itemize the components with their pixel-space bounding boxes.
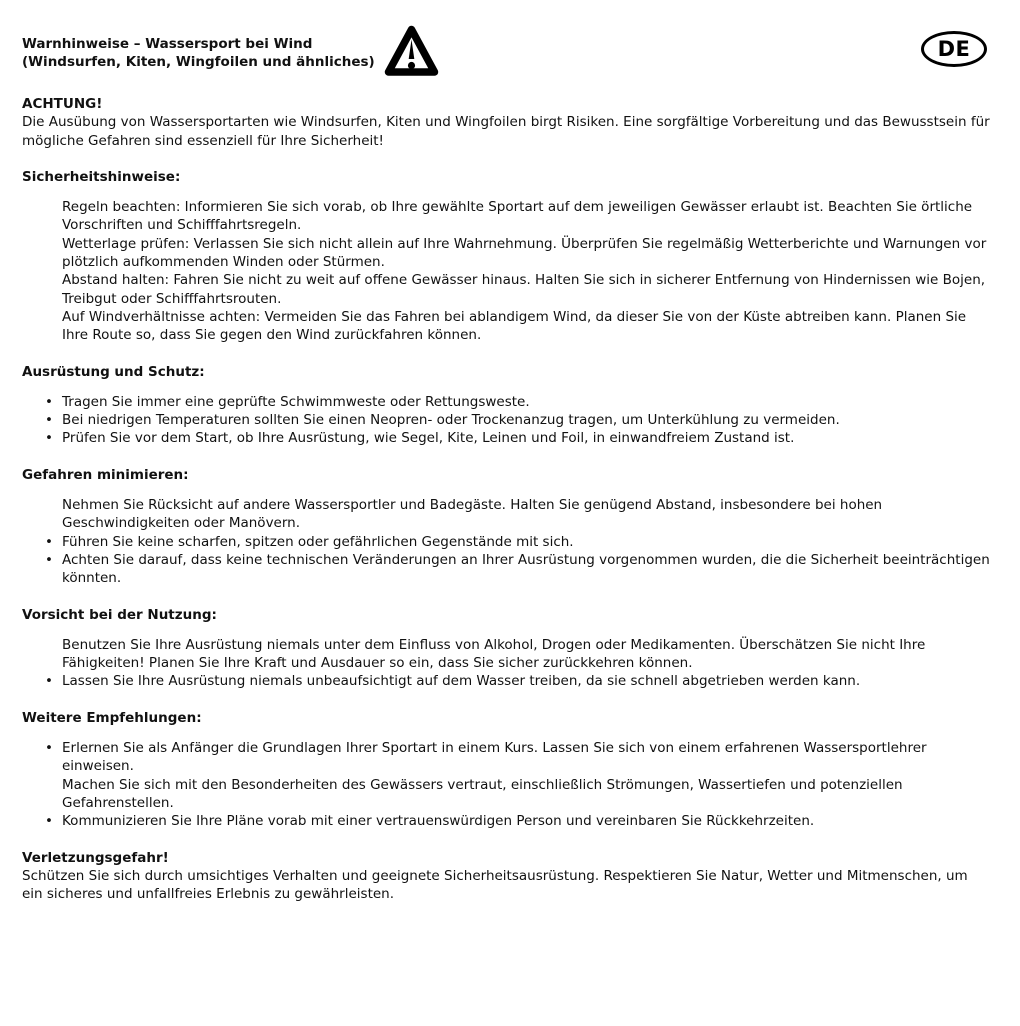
section-heading: Verletzungsgefahr!: [22, 849, 169, 866]
usage-caution-list: [22, 636, 990, 691]
list-item: • Prüfen Sie vor dem Start, ob Ihre Ausrüstung, wie Segel, Kite, Leinen und Foil, in einwandfreiem Zustand ist.: [44, 429, 990, 447]
list-item-text: • Erlernen Sie als Anfänger die Grundlagen Ihrer Sportart in einem Kurs. Lassen Sie sich von einem erfahrenen Wassersportlehrer einweisen.: [62, 740, 927, 775]
list-item: Regeln beachten: Informieren Sie sich vorab, ob Ihre gewählte Sportart auf dem jeweiligen Gewässer erlaubt ist. Beachten Sie örtliche Vorschriften und Schifffahrtsregeln.: [62, 199, 973, 234]
section-vorsicht: [22, 606, 990, 691]
section-gefahren: [22, 466, 990, 588]
section-paragraph: Die Ausübung von Wassersportarten wie Windsurfen, Kiten und Wingfoilen birgt Risiken. Eine sorgfältige Vorbereitung und das Bewusstsein für mögliche Gefahren sind essenziell für Ihre Sicherheit!: [22, 114, 990, 149]
section-empfehlungen: [22, 709, 990, 831]
safety-list: [22, 198, 990, 344]
section-heading: Ausrüstung und Schutz:: [22, 363, 205, 380]
section-verletzungsgefahr: [22, 849, 990, 904]
list-item: Abstand halten: Fahren Sie nicht zu weit auf offene Gewässer hinaus. Halten Sie sich in sicherer Entfernung von Hindernissen wie Bojen, Treibgut oder Schifffahrtsrouten.: [62, 272, 986, 307]
section-paragraph: Schützen Sie sich durch umsichtiges Verhalten und geeignete Sicherheitsausrüstung. Respektieren Sie Natur, Wetter und Mitmenschen, um ein sicheres und unfallfreies Erlebnis zu gewährleisten.: [22, 867, 968, 903]
list-item: • Führen Sie keine scharfen, spitzen oder gefährlichen Gegenstände mit sich.: [44, 533, 990, 551]
warning-triangle-icon: [382, 23, 441, 79]
list-item: • Bei niedrigen Temperaturen sollten Sie einen Neopren- oder Trockenanzug tragen, um Unterkühlung zu vermeiden.: [44, 411, 990, 429]
list-item: Nehmen Sie Rücksicht auf andere Wassersportler und Badegäste. Halten Sie genügend Abstand, insbesondere bei hohen Geschwindigkeiten oder Manövern.: [62, 497, 883, 532]
list-item: • Achten Sie darauf, dass keine technischen Veränderungen an Ihrer Ausrüstung vorgenommen wurden, die die Sicherheit beeinträchtigen könnten.: [44, 551, 990, 588]
list-item: • Kommunizieren Sie Ihre Pläne vorab mit einer vertrauenswürdigen Person und vereinbaren Sie Rückkehrzeiten.: [44, 812, 990, 830]
document-title: [22, 35, 375, 72]
title-line-2: (Windsurfen, Kiten, Wingfoilen und ähnliches): [22, 54, 375, 71]
section-heading: Vorsicht bei der Nutzung:: [22, 606, 217, 623]
section-heading: Sicherheitshinweise:: [22, 168, 181, 185]
section-ausruestung: [22, 363, 990, 448]
section-heading: ACHTUNG!: [22, 96, 103, 112]
section-heading: Weitere Empfehlungen:: [22, 709, 202, 726]
list-item: Wetterlage prüfen: Verlassen Sie sich nicht allein auf Ihre Wahrnehmung. Überprüfen Sie regelmäßig Wetterberichte und Warnungen vor plötzlich aufkommenden Winden oder Stürmen.: [62, 235, 987, 271]
document-header: [22, 22, 990, 79]
language-badge-label: DE: [937, 36, 971, 61]
list-item: • Lassen Sie Ihre Ausrüstung niemals unbeaufsichtigt auf dem Wasser treiben, da sie schnell abgetrieben werden kann.: [44, 672, 990, 690]
section-sicherheitshinweise: [22, 168, 990, 345]
list-item: Auf Windverhältnisse achten: Vermeiden Sie das Fahren bei ablandigem Wind, da dieser Sie von der Küste abtreiben kann. Planen Sie Ihre Route so, dass Sie gegen den Wind zurückfahren können.: [62, 308, 967, 344]
section-achtung: [22, 95, 990, 150]
hazard-list: [22, 496, 990, 587]
list-item-continuation: Machen Sie sich mit den Besonderheiten des Gewässers vertraut, einschließlich Strömungen, Wassertiefen und potenziellen Gefahrenstellen.: [62, 776, 903, 811]
section-heading: Gefahren minimieren:: [22, 466, 189, 483]
list-item: Benutzen Sie Ihre Ausrüstung niemals unter dem Einfluss von Alkohol, Drogen oder Medikamenten. Überschätzen Sie nicht Ihre Fähigkeiten! Planen Sie Ihre Kraft und Ausdauer so ein, dass Sie sicher zurückkehren können.: [62, 636, 926, 672]
equipment-list: [22, 393, 990, 448]
title-line-1: Warnhinweise – Wassersport bei Wind: [22, 36, 313, 52]
recommendation-list: [22, 739, 990, 830]
list-item: [44, 739, 990, 812]
language-badge: [921, 31, 987, 67]
list-item: • Tragen Sie immer eine geprüfte Schwimmweste oder Rettungsweste.: [44, 393, 990, 411]
